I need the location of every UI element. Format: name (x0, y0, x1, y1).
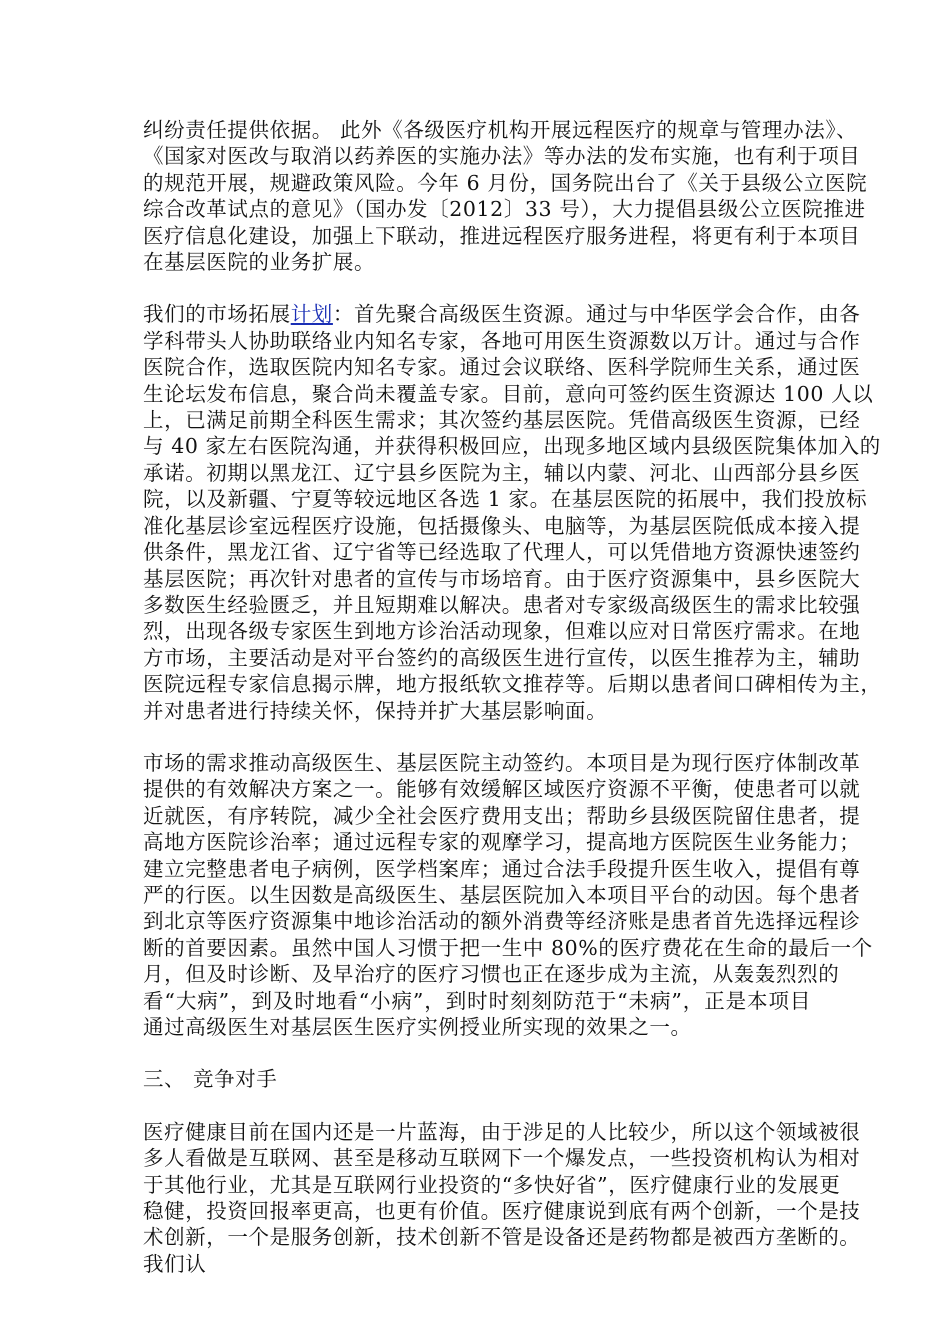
text-line: 综合改革试点的意见》（国办发〔2012〕33 号），大力提倡县级公立医院推进 (143, 197, 866, 222)
text-line: 断的首要因素。虽然中国人习惯于把一生中 80%的医疗费花在生命的最后一个 (143, 935, 873, 960)
text-line: 月，但及时诊断、及早治疗的医疗习惯也正在逐步成为主流，从轰轰烈烈的 (143, 962, 840, 987)
text-line: 《国家对医改与取消以药养医的实施办法》等办法的发布实施，也有利于项目 (143, 144, 861, 169)
text-line: 市场的需求推动高级医生、基层医院主动签约。本项目是为现行医疗体制改革 (143, 750, 861, 775)
text-line: 近就医，有序转院，减少全社会医疗费用支出；帮助乡县级医院留住患者，提 (143, 803, 861, 828)
paragraph-spacer (143, 1040, 811, 1066)
text-line: 高地方医院诊治率；通过远程专家的观摩学习，提高地方医院医生业务能力； (143, 830, 861, 855)
paragraph-competitors (143, 1119, 861, 1277)
text-line: 医疗信息化建设，加强上下联动，推进远程医疗服务进程，将更有利于本项目 (143, 223, 861, 248)
paragraph-spacer (143, 724, 811, 750)
text-line: 看“大病”，到及时地看“小病”，到时时刻刻防范于“未病”，正是本项目 (143, 988, 811, 1013)
paragraph-spacer (143, 1093, 811, 1119)
text-line: 基层医院；再次针对患者的宣传与市场培育。由于医疗资源集中，县乡医院大 (143, 566, 861, 591)
text-line: 严的行医。以生因数是高级医生、基层医院加入本项目平台的动因。每个患者 (143, 882, 861, 907)
text-line: 稳健，投资回报率更高，也更有价值。医疗健康说到底有两个创新，一个是技 (143, 1199, 861, 1224)
section-title: 竞争对手 (193, 1067, 278, 1092)
plan-link[interactable]: 计划 (290, 302, 333, 327)
text-line: 方市场，主要活动是对平台签约的高级医生进行宣传，以医生推荐为主，辅助 (143, 645, 861, 670)
text-line: 多数医生经验匮乏，并且短期难以解决。患者对专家级高级医生的需求比较强 (143, 592, 861, 617)
text-line: 准化基层诊室远程医疗设施，包括摄像头、电脑等，为基层医院低成本接入提 (143, 513, 861, 538)
text-line (143, 301, 861, 327)
text-line: 生论坛发布信息，聚合尚未覆盖专家。目前，意向可签约医生资源达 100 人以 (143, 381, 874, 406)
text-line: 纠纷责任提供依据。 此外《各级医疗机构开展远程医疗的规章与管理办法》、 (143, 118, 858, 142)
text-line: 医疗健康目前在国内还是一片蓝海，由于涉足的人比较少，所以这个领域被很 (143, 1119, 861, 1144)
text-line: 院，以及新疆、宁夏等较远地区各选 1 家。在基层医院的拓展中，我们投放标 (143, 487, 868, 512)
text-line: 我们认 (143, 1251, 207, 1276)
text-line: 与 40 家左右医院沟通，并获得积极回应，出现多地区域内县级医院集体加入的 (143, 434, 881, 459)
text-prefix: 我们的市场拓展 (143, 302, 291, 327)
text-line: 烈，出现各级专家医生到地方诊治活动现象，但难以应对日常医疗需求。在地 (143, 619, 861, 644)
paragraph-policy-basis (143, 117, 868, 275)
section-number: 三、 (143, 1067, 186, 1092)
paragraph-spacer (143, 275, 811, 301)
text-line: 建立完整患者电子病例，医学档案库；通过合法手段提升医生收入，提倡有尊 (143, 856, 861, 881)
text-line: 通过高级医生对基层医生医疗实例授业所实现的效果之一。 (143, 1015, 692, 1039)
text-line: 医院远程专家信息揭示牌，地方报纸软文推荐等。后期以患者间口碑相传为主， (143, 672, 882, 697)
text-line: 学科带头人协助联络业内知名专家，各地可用医生资源数以万计。通过与合作 (143, 328, 861, 353)
paragraph-market-expansion-plan (143, 301, 882, 724)
text-line: 在基层医院的业务扩展。 (143, 250, 376, 275)
text-line: 的规范开展，规避政策风险。今年 6 月份，国务院出台了《关于县级公立医院 (143, 170, 868, 195)
text-line: 医院合作，选取医院内知名专家。通过会议联络、医科学院师生关系，通过医 (143, 355, 861, 380)
document-page (143, 117, 882, 1277)
text-line: 上，已满足前期全科医生需求；其次签约基层医院。凭借高级医生资源，已经 (143, 408, 861, 433)
text-line: 供条件，黑龙江省、辽宁省等已经选取了代理人，可以凭借地方资源快速签约 (143, 540, 861, 565)
text-line: 术创新，一个是服务创新，技术创新不管是设备还是药物都是被西方垄断的。 (143, 1225, 861, 1250)
text-line: 提供的有效解决方案之一。能够有效缓解区域医疗资源不平衡，使患者可以就 (143, 777, 861, 802)
text-line: 到北京等医疗资源集中地诊治活动的额外消费等经济账是患者首先选择远程诊 (143, 909, 861, 934)
text-line: 多人看做是互联网、甚至是移动互联网下一个爆发点，一些投资机构认为相对 (143, 1146, 861, 1171)
text-line: 于其他行业，尤其是互联网行业投资的“多快好省”，医疗健康行业的发展更 (143, 1172, 841, 1197)
text-line: 并对患者进行持续关怀，保持并扩大基层影响面。 (143, 698, 608, 723)
section-heading (143, 1066, 811, 1092)
text-suffix: ：首先聚合高级医生资源。通过与中华医学会合作，由各 (332, 302, 861, 327)
paragraph-market-demand (143, 750, 873, 1040)
text-line: 承诺。初期以黑龙江、辽宁县乡医院为主，辅以内蒙、河北、山西部分县乡医 (143, 460, 861, 485)
